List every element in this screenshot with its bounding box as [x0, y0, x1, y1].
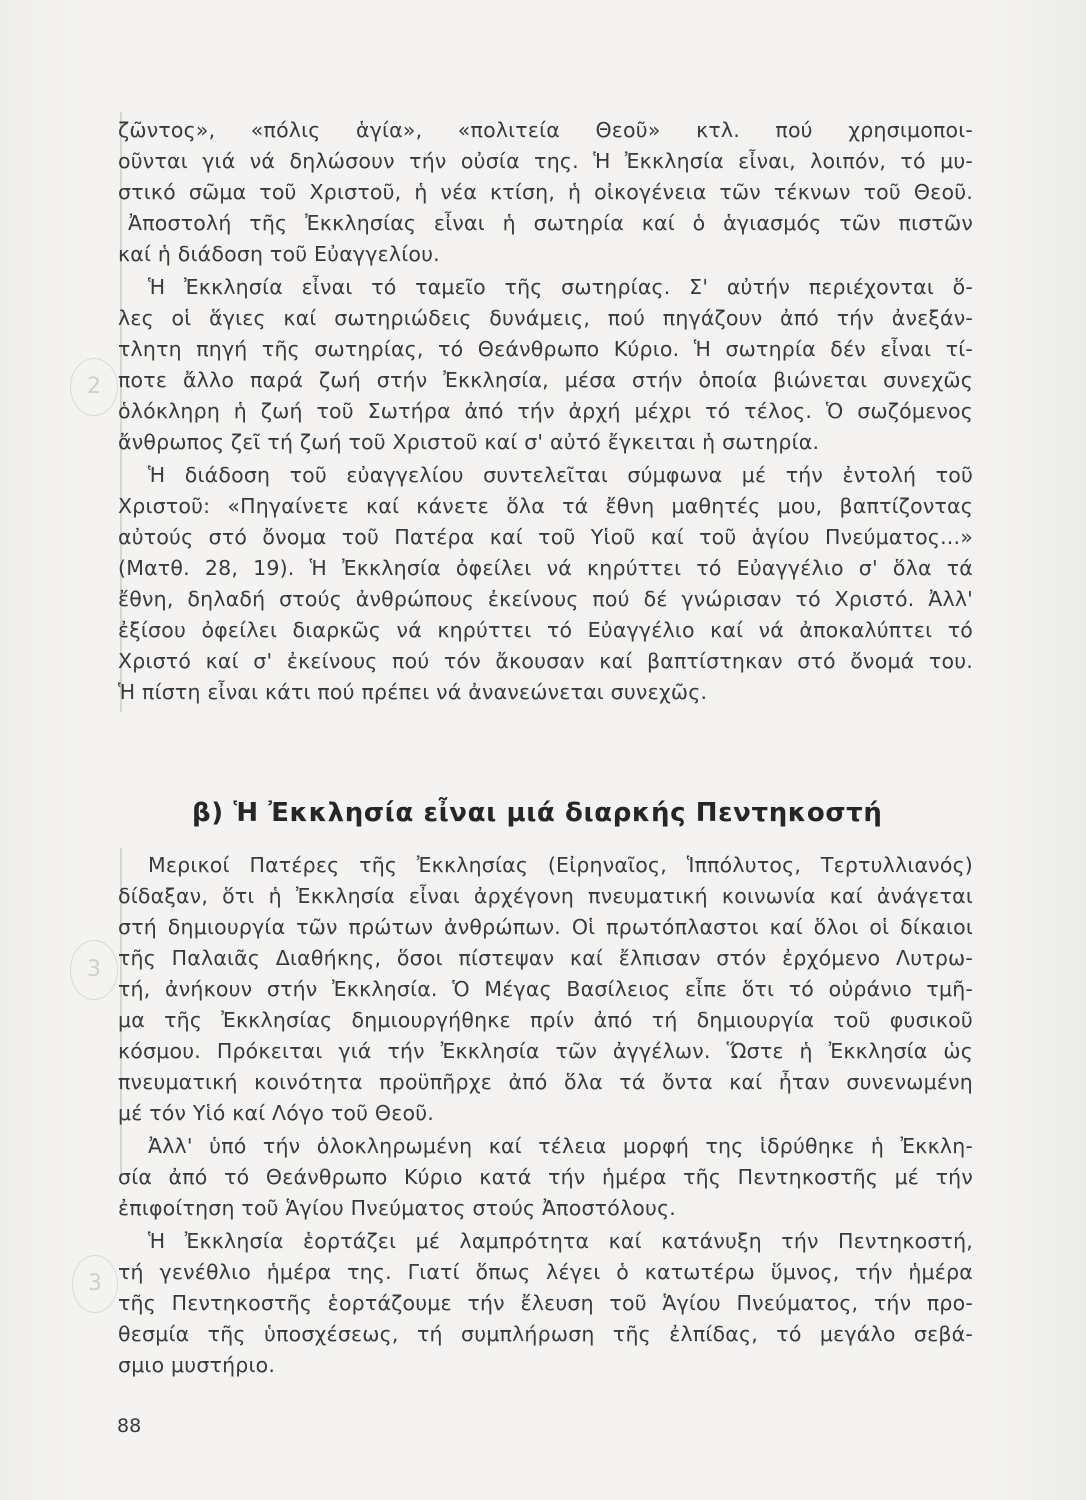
text-line: τλητη πηγή τῆς σωτηρίας, τό Θεάνθρωπο Κύριο. Ἡ σωτηρία δέν εἶναι τί- — [118, 337, 973, 361]
margin-mark-2-label: 3 — [87, 957, 101, 982]
text-line: μα τῆς Ἐκκλησίας δημιουργήθηκε πρίν ἀπό τή δημιουργία τοῦ φυσικοῦ — [118, 1008, 973, 1032]
text-line: ἐξίσου ὀφείλει διαρκῶς νά κηρύττει τό Εὐαγγέλιο καί νά ἀποκαλύπτει τό — [118, 618, 973, 642]
text-line: στικό σῶμα τοῦ Χριστοῦ, ἡ νέα κτίση, ἡ οἰκογένεια τῶν τέκνων τοῦ Θεοῦ. — [118, 180, 973, 204]
margin-mark-1 — [70, 358, 118, 416]
margin-mark-3 — [72, 1255, 118, 1313]
text-line: θεσμία τῆς ὑποσχέσεως, τή συμπλήρωση τῆς ἐλπίδας, τό μεγάλο σεβά- — [118, 1322, 973, 1346]
text-line: ζῶντος», «πόλις ἁγία», «πολιτεία Θεοῦ» κτλ. πού χρησιμοποι- — [118, 118, 973, 142]
margin-mark-3-label: 3 — [88, 1271, 102, 1296]
text-line: λες οἱ ἅγιες καί σωτηριώδεις δυνάμεις, πού πηγάζουν ἀπό τήν ἀνεξάν- — [118, 306, 973, 330]
text-line: Ἡ Ἐκκλησία εἶναι τό ταμεῖο τῆς σωτηρίας. Σ' αὐτήν περιέχονται ὅ- — [148, 275, 973, 299]
text-line: ἄνθρωπος ζεῖ τή ζωή τοῦ Χριστοῦ καί σ' αὐτό ἔγκειται ἡ σωτηρία. — [118, 430, 820, 454]
margin-mark-1-label: 2 — [87, 374, 101, 399]
text-line: Ἡ Ἐκκλησία ἑορτάζει μέ λαμπρότητα καί κατάνυξη τήν Πεντηκοστή, — [148, 1229, 973, 1253]
text-line: οῦνται γιά νά δηλώσουν τήν οὐσία της. Ἡ Ἐκκλησία εἶναι, λοιπόν, τό μυ- — [118, 149, 973, 173]
text-line: τῆς Παλαιᾶς Διαθήκης, ὅσοι πίστεψαν καί ἔλπισαν στόν ἐρχόμενο Λυτρω- — [118, 946, 973, 970]
text-line: Ἡ διάδοση τοῦ εὐαγγελίου συντελεῖται σύμφωνα μέ τήν ἐντολή τοῦ — [148, 463, 973, 487]
text-line: ἔθνη, δηλαδή στούς ἀνθρώπους ἐκείνους πού δέ γνώρισαν τό Χριστό. Ἀλλ' — [118, 587, 973, 611]
text-line: Ἡ πίστη εἶναι κάτι πού πρέπει νά ἀνανεώνεται συνεχῶς. — [118, 680, 708, 704]
text-line: δίδαξαν, ὅτι ἡ Ἐκκλησία εἶναι ἀρχέγονη πνευματική κοινωνία καί ἀνάγεται — [118, 884, 973, 908]
margin-mark-2 — [70, 940, 118, 1000]
text-line: τή, ἀνήκουν στήν Ἐκκλησία. Ὁ Μέγας Βασίλειος εἶπε ὅτι τό οὐράνιο τμῆ- — [118, 977, 973, 1001]
text-line: σμιο μυστήριο. — [118, 1353, 276, 1377]
text-line: ὁλόκληρη ἡ ζωή τοῦ Σωτήρα ἀπό τήν ἀρχή μέχρι τό τέλος. Ὁ σωζόμενος — [118, 399, 973, 423]
text-line: ποτε ἄλλο παρά ζωή στήν Ἐκκλησία, μέσα στήν ὁποία βιώνεται συνεχῶς — [118, 368, 973, 392]
text-line: τή γενέθλιο ἡμέρα της. Γιατί ὅπως λέγει ὁ κατωτέρω ὕμνος, τήν ἡμέρα — [118, 1260, 973, 1284]
text-line: κόσμου. Πρόκειται γιά τήν Ἐκκλησία τῶν ἀγγέλων. Ὥστε ἡ Ἐκκλησία ὡς — [118, 1039, 973, 1063]
text-line: σία ἀπό τό Θεάνθρωπο Κύριο κατά τήν ἡμέρα τῆς Πεντηκοστῆς μέ τήν — [118, 1165, 973, 1189]
text-line: (Ματθ. 28, 19). Ἡ Ἐκκλησία ὀφείλει νά κηρύττει τό Εὐαγγέλιο σ' ὅλα τά — [118, 556, 973, 580]
text-line: Μερικοί Πατέρες τῆς Ἐκκλησίας (Εἰρηναῖος, Ἱππόλυτος, Τερτυλλιανός) — [148, 853, 973, 877]
text-line: τῆς Πεντηκοστῆς ἑορτάζουμε τήν ἔλευση τοῦ Ἁγίου Πνεύματος, τήν προ- — [118, 1291, 973, 1315]
section-heading: β) Ἡ Ἐκκλησία εἶναι μιά διαρκής Πεντηκοστή — [192, 798, 883, 828]
text-line: Ἀλλ' ὑπό τήν ὁλοκληρωμένη καί τέλεια μορφή της ἱδρύθηκε ἡ Ἐκκλη- — [148, 1134, 973, 1158]
text-line: Χριστοῦ: «Πηγαίνετε καί κάνετε ὅλα τά ἔθνη μαθητές μου, βαπτίζοντας — [118, 494, 973, 518]
page-number: 88 — [117, 1415, 142, 1437]
text-line: μέ τόν Υἱό καί Λόγο τοῦ Θεοῦ. — [118, 1101, 435, 1125]
text-line: Ἀποστολή τῆς Ἐκκλησίας εἶναι ἡ σωτηρία καί ὁ ἁγιασμός τῶν πιστῶν — [128, 211, 973, 235]
text-line: καί ἡ διάδοση τοῦ Εὐαγγελίου. — [118, 242, 440, 266]
text-line: ἐπιφοίτηση τοῦ Ἁγίου Πνεύματος στούς Ἀποστόλους. — [118, 1196, 677, 1220]
text-line: Χριστό καί σ' ἐκείνους πού τόν ἄκουσαν καί βαπτίστηκαν στό ὄνομά του. — [118, 649, 973, 673]
text-line: πνευματική κοινότητα προϋπῆρχε ἀπό ὅλα τά ὄντα καί ἦταν συνενωμένη — [118, 1070, 973, 1094]
text-line: στή δημιουργία τῶν πρώτων ἀνθρώπων. Οἱ πρωτόπλαστοι καί ὅλοι οἱ δίκαιοι — [118, 915, 973, 939]
text-line: αὐτούς στό ὄνομα τοῦ Πατέρα καί τοῦ Υἱοῦ καί τοῦ ἁγίου Πνεύματος...» — [118, 525, 973, 549]
